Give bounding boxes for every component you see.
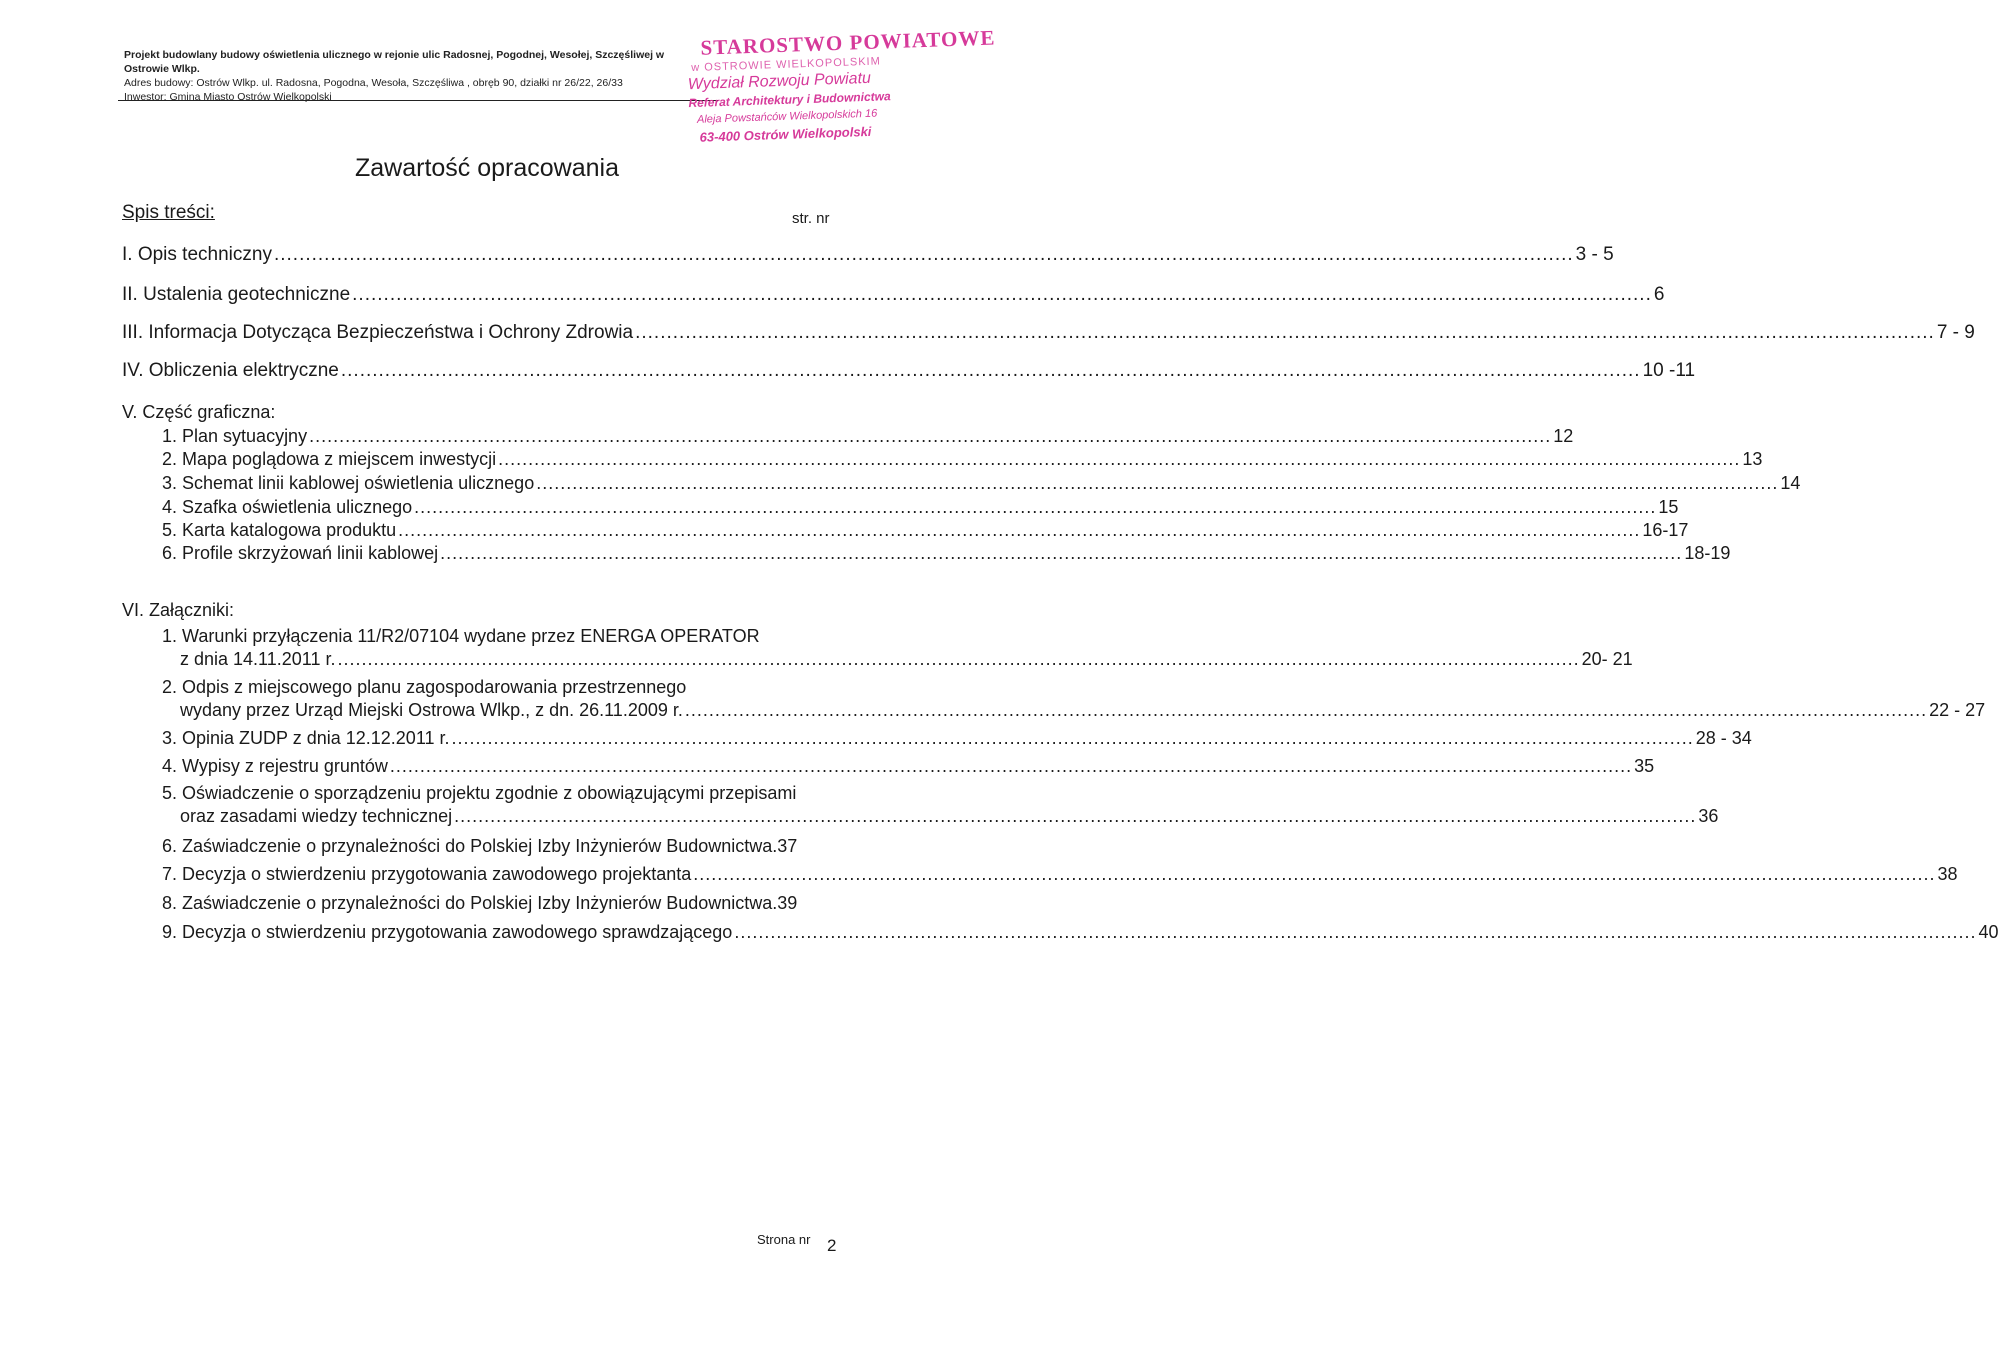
leader-dots — [414, 497, 1656, 518]
toc-entry-pages: 38 — [1937, 864, 1958, 884]
toc-entry-graphics-5 — [162, 520, 1689, 541]
toc-entry-section-4 — [122, 360, 1696, 382]
toc-entry-label: z dnia 14.11.2011 r. — [180, 649, 336, 669]
toc-entry-pages: 28 - 34 — [1695, 728, 1752, 748]
header-project-line: Projekt budowlany budowy oświetlenia ulicznego w rejonie ulic Radosnej, Pogodnej, Wesołej, Szczęśliwej w Ostrowie Wlkp. — [124, 49, 665, 75]
toc-entry-attachment-5 — [180, 806, 1719, 827]
toc-entry-section-2 — [122, 284, 1665, 306]
toc-entry-pages: 40 — [1978, 922, 1999, 942]
leader-dots — [352, 284, 1652, 306]
footer-page-number: 2 — [827, 1236, 837, 1255]
stamp-line-4: Referat Architektury i Budownictwa — [688, 89, 891, 111]
stamp-line-6: 63-400 Ostrów Wielkopolski — [699, 123, 872, 145]
toc-entry-attachment-3 — [162, 728, 1752, 749]
toc-entry-label: wydany przez Urząd Miejski Ostrowa Wlkp., z dn. 26.11.2009 r. — [180, 700, 683, 720]
toc-entry-pages: 35 — [1634, 756, 1655, 776]
attachment-1-line-1: 1. Warunki przyłączenia 11/R2/07104 wydane przez ENERGA OPERATOR — [162, 626, 760, 646]
leader-dots — [452, 728, 1694, 749]
leader-dots — [734, 922, 1976, 943]
attachment-2-line-1: 2. Odpis z miejscowego planu zagospodarowania przestrzennego — [162, 677, 687, 697]
toc-entry-label: oraz zasadami wiedzy technicznej — [180, 806, 453, 826]
toc-entry-section-3 — [122, 322, 1975, 344]
leader-dots — [685, 700, 1927, 721]
toc-entry-attachment-4 — [162, 756, 1655, 777]
leader-dots — [341, 360, 1641, 382]
leader-dots — [498, 449, 1740, 470]
leader-dots — [693, 864, 1935, 885]
toc-entry-pages: 13 — [1742, 449, 1763, 469]
attachment-8: 8. Zaświadczenie o przynależności do Polskiej Izby Inżynierów Budownictwa.39 — [162, 893, 798, 913]
leader-dots — [635, 322, 1935, 344]
toc-entry-graphics-3 — [162, 473, 1801, 494]
toc-entry-section-1 — [122, 244, 1614, 266]
toc-entry-label: 4. Szafka oświetlenia ulicznego — [162, 497, 413, 517]
toc-entry-graphics-4 — [162, 497, 1679, 518]
toc-entry-pages: 20- 21 — [1581, 649, 1633, 669]
header-investor-line: Inwestor: Gmina Miasto Ostrów Wielkopolski — [124, 91, 332, 103]
leader-dots — [337, 649, 1579, 670]
stamp-line-2: w OSTROWIE WIELKOPOLSKIM — [691, 55, 881, 75]
leader-dots — [274, 244, 1574, 266]
leader-dots — [454, 806, 1696, 827]
toc-entry-graphics-6 — [162, 543, 1731, 564]
toc-entry-pages: 22 - 27 — [1929, 700, 1986, 720]
toc-entry-attachment-1 — [180, 649, 1633, 670]
leader-dots — [398, 520, 1640, 541]
header-address-line: Adres budowy: Ostrów Wlkp. ul. Radosna, Pogodna, Wesoła, Szczęśliwa , obręb 90, działki nr 26/22, 26/33 — [124, 77, 623, 89]
section-heading-attachments: VI. Załączniki: — [122, 600, 235, 620]
toc-entry-label: 6. Profile skrzyżowań linii kablowej — [162, 543, 439, 563]
stamp-line-5: Aleja Powstańców Wielkopolskich 16 — [696, 107, 878, 126]
toc-entry-graphics-2 — [162, 449, 1763, 470]
leader-dots — [309, 426, 1551, 447]
stamp-line-3: Wydział Rozwoju Powiatu — [687, 69, 872, 94]
toc-entry-label: 1. Plan sytuacyjny — [162, 426, 308, 446]
toc-entry-pages: 14 — [1780, 473, 1801, 493]
toc-entry-attachment-9 — [162, 922, 1999, 943]
page-column-label: str. nr — [792, 210, 830, 227]
toc-entry-pages: 7 - 9 — [1936, 322, 1975, 343]
toc-entry-label: I. Opis techniczny — [122, 244, 272, 265]
toc-entry-pages: 6 — [1653, 284, 1665, 305]
toc-entry-pages: 15 — [1658, 497, 1679, 517]
toc-entry-label: IV. Obliczenia elektryczne — [122, 360, 339, 381]
toc-entry-pages: 16-17 — [1642, 520, 1689, 540]
toc-entry-pages: 18-19 — [1684, 543, 1731, 563]
toc-entry-pages: 3 - 5 — [1575, 244, 1614, 265]
attachment-6: 6. Zaświadczenie o przynależności do Polskiej Izby Inżynierów Budownictwa.37 — [162, 836, 798, 856]
stamp-line-1: STAROSTWO POWIATOWE — [700, 25, 996, 60]
toc-entry-pages: 12 — [1553, 426, 1574, 446]
attachment-5-line-1: 5. Oświadczenie o sporządzeniu projektu zgodnie z obowiązującymi przepisami — [162, 783, 797, 803]
header-divider — [118, 100, 718, 101]
leader-dots — [390, 756, 1632, 777]
page-title: Zawartość opracowania — [354, 154, 619, 182]
toc-entry-label: 2. Mapa poglądowa z miejscem inwestycji — [162, 449, 497, 469]
toc-entry-label: 3. Opinia ZUDP z dnia 12.12.2011 r. — [162, 728, 450, 748]
toc-entry-graphics-1 — [162, 426, 1574, 447]
toc-entry-label: 7. Decyzja o stwierdzeniu przygotowania zawodowego projektanta — [162, 864, 692, 884]
toc-entry-pages: 36 — [1698, 806, 1719, 826]
leader-dots — [440, 543, 1682, 564]
toc-heading: Spis treści: — [122, 202, 215, 223]
toc-entry-label: 9. Decyzja o stwierdzeniu przygotowania zawodowego sprawdzającego — [162, 922, 733, 942]
toc-entry-attachment-7 — [162, 864, 1958, 885]
toc-entry-label: 3. Schemat linii kablowej oświetlenia ulicznego — [162, 473, 535, 493]
footer-page-label: Strona nr — [757, 1232, 811, 1247]
toc-entry-pages: 10 -11 — [1642, 360, 1696, 381]
section-heading-graphics: V. Część graficzna: — [122, 402, 276, 422]
office-stamp — [686, 24, 996, 152]
toc-entry-attachment-2 — [180, 700, 1986, 721]
toc-entry-label: 5. Karta katalogowa produktu — [162, 520, 397, 540]
toc-entry-label: II. Ustalenia geotechniczne — [122, 284, 351, 305]
leader-dots — [536, 473, 1778, 494]
toc-entry-label: III. Informacja Dotycząca Bezpieczeństwa i Ochrony Zdrowia — [122, 322, 634, 343]
document-header — [124, 48, 704, 104]
toc-entry-label: 4. Wypisy z rejestru gruntów — [162, 756, 388, 776]
